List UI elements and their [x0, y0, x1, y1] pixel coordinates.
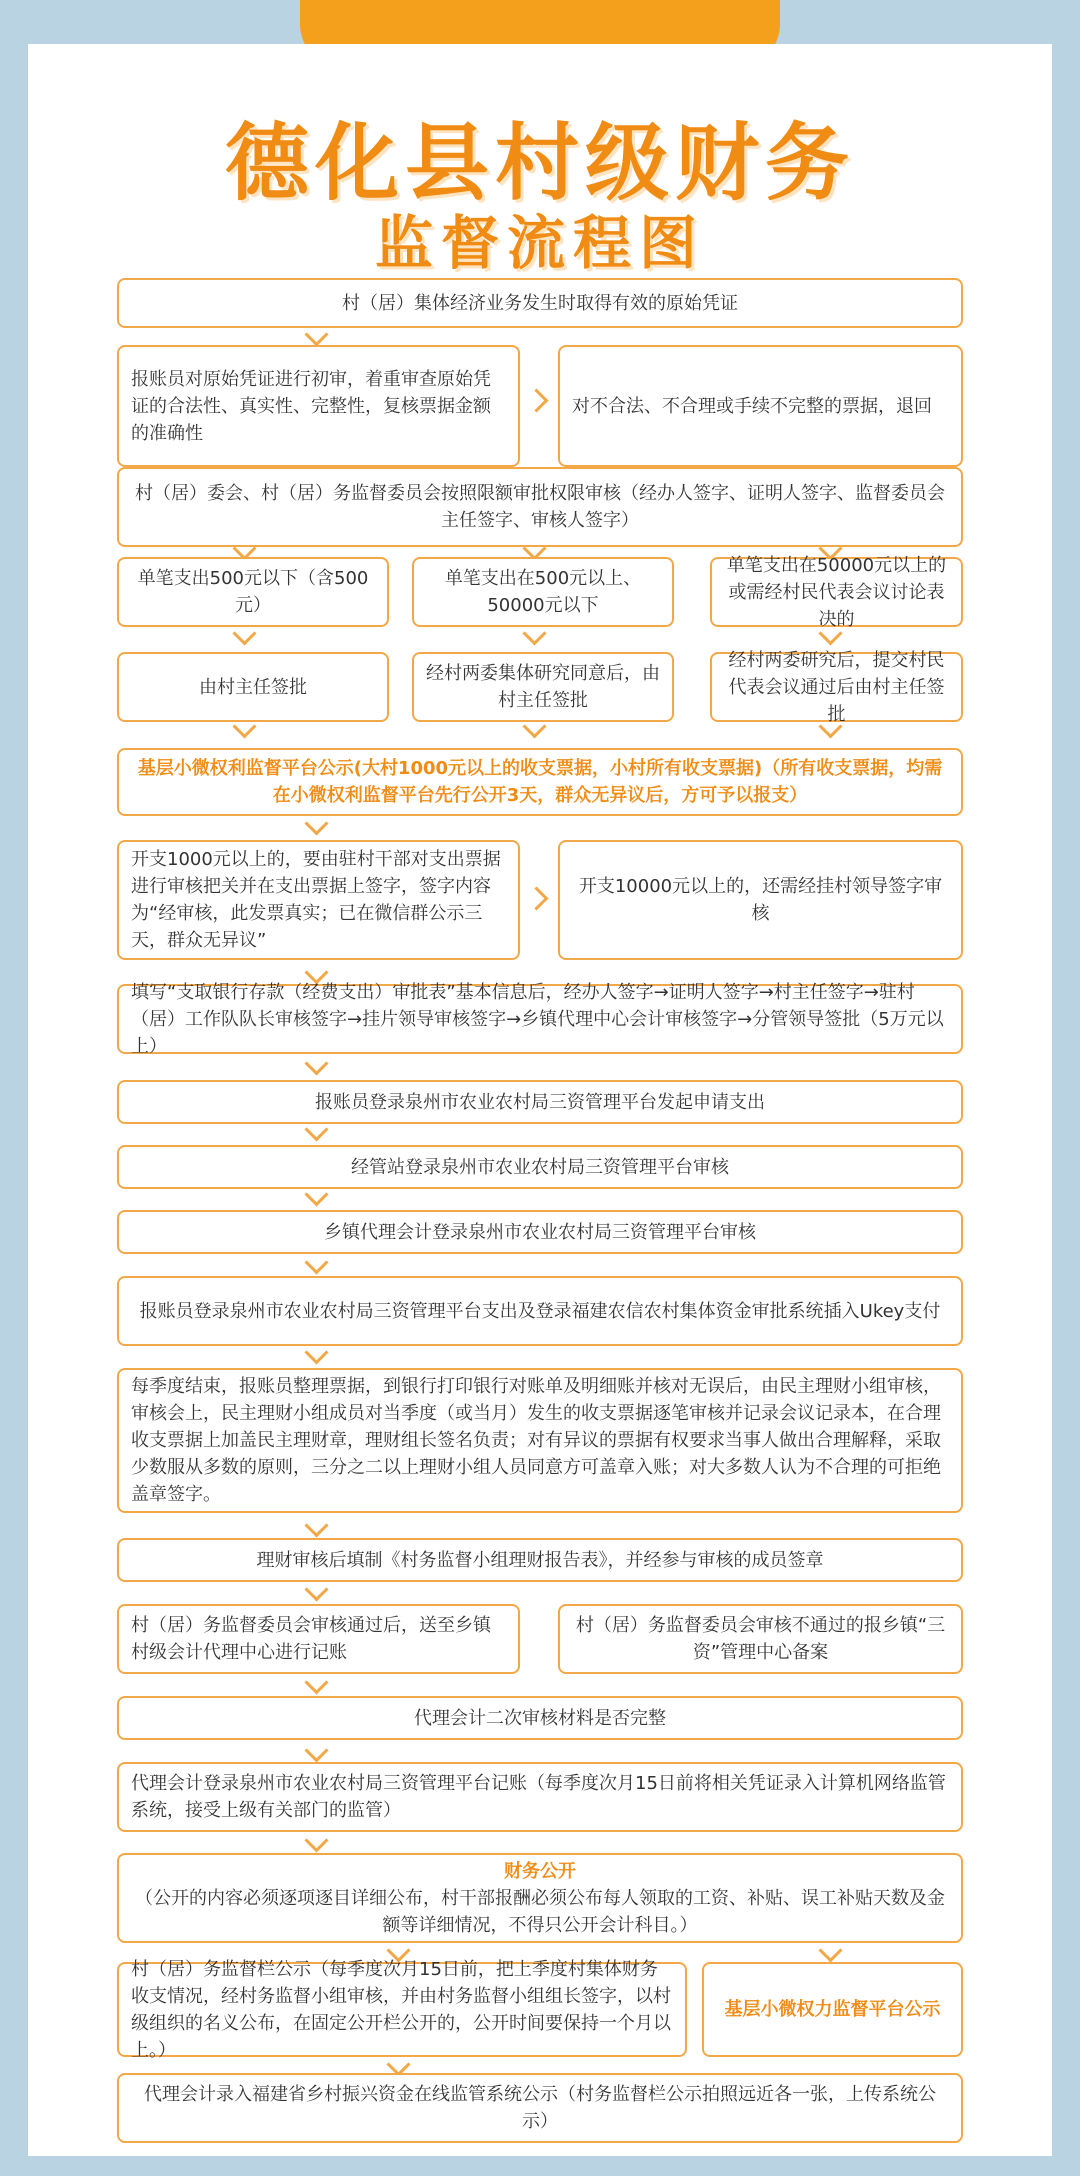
step-amount-under-500 [117, 557, 389, 627]
step-original-voucher [117, 278, 963, 328]
step-text: 村（居）务监督委员会审核不通过的报乡镇“三资”管理中心备案 [575, 1615, 946, 1663]
step-online-supervision-system [117, 2073, 963, 2143]
step-text: 开支10000元以上的，还需经挂村领导签字审核 [578, 876, 943, 924]
step-director-sign-a [117, 652, 389, 722]
step-text: 每季度结束，报账员整理票据，到银行打印银行对账单及明细账并核对无误后，由民主理财小组审核，审核会上，民主理财小组成员对当季度（或当月）发生的收支票据逐笔审核并记录会议记录本，在合理收支票据上加盖民主理财章，理财组长签名负责；对有异议的票据有权要求当事人做出合理解释，采取少数服从多数的原则，三分之二以上理财小组人员同意方可盖章入账；对大多数人认为不合理的可拒绝盖章签字。 [131, 1376, 941, 1505]
step-text: 村（居）集体经济业务发生时取得有效的原始凭证 [342, 292, 738, 314]
step-apply-expenditure [117, 1080, 963, 1124]
step-initial-review [117, 345, 520, 467]
step-text: 代理会计录入福建省乡村振兴资金在线监管系统公示（村务监督栏公示拍照远近各一张，上传系统公示） [144, 2084, 936, 2132]
step-over-10000-review [558, 840, 963, 960]
step-text: 村（居）委会、村（居）务监督委员会按照限额审批权限审核（经办人签字、证明人签字、监督委员会主任签字、审核人签字） [135, 483, 945, 531]
step-over-1000-review [117, 840, 520, 960]
step-micro-power-publicity [117, 748, 963, 816]
step-director-sign-c [710, 649, 963, 725]
step-return-invalid [558, 345, 963, 467]
step-director-sign-b [412, 652, 674, 722]
step-text: 单笔支出500元以下（含500元） [137, 568, 369, 616]
step-notice-board-publicity [117, 1958, 687, 2061]
step-text: 村（居）务监督委员会审核通过后，送至乡镇村级会计代理中心进行记账 [131, 1615, 491, 1663]
step-second-review [117, 1696, 963, 1740]
step-financial-disclosure [117, 1853, 963, 1943]
step-heading: 财务公开 [504, 1860, 576, 1882]
step-text: 报账员登录泉州市农业农村局三资管理平台发起申请支出 [315, 1091, 765, 1113]
step-text: 经村两委集体研究同意后，由村主任签批 [426, 663, 660, 711]
step-text: （公开的内容必须逐项逐目详细公布，村干部报酬必须公布每人领取的工资、补贴、误工补贴天数及金额等详细情况，不得只公开会计科目。） [135, 1887, 945, 1936]
step-text: 代理会计二次审核材料是否完整 [414, 1707, 666, 1729]
step-bank-withdrawal-form [117, 981, 963, 1057]
step-text: 单笔支出在50000元以上的或需经村民代表会议讨论表决的 [726, 554, 947, 630]
step-text: 经村两委研究后，提交村民代表会议通过后由村主任签批 [728, 649, 945, 725]
step-text: 填写“支取银行存款（经费支出）审批表”基本信息后，经办人签字→证明人签字→村主任签字→驻村（居）工作队队长审核签字→挂片领导审核签字→乡镇代理中心会计审核签字→分管领导签批（5万元以上） [131, 981, 944, 1057]
step-text: 开支1000元以上的，要由驻村干部对支出票据进行审核把关并在支出票据上签字，签字内容为“经审核，此发票真实；已在微信群公示三天，群众无异议” [131, 849, 501, 951]
page-subtitle: 监督流程图 [374, 209, 705, 277]
step-text: 经管站登录泉州市农业农村局三资管理平台审核 [351, 1156, 729, 1178]
step-text: 基层小微权力监督平台公示 [724, 1999, 941, 2020]
step-text: 乡镇代理会计登录泉州市农业农村局三资管理平台审核 [324, 1221, 756, 1243]
step-text: 单笔支出在500元以上、50000元以下 [444, 568, 642, 616]
step-amount-over-50000 [710, 554, 963, 630]
page-title: 德化县村级财务 [224, 114, 855, 212]
step-approved-bookkeeping [117, 1604, 520, 1674]
step-text: 报账员登录泉州市农业农村局三资管理平台支出及登录福建农信农村集体资金审批系统插入Ukey支付 [139, 1300, 941, 1322]
step-text: 理财审核后填制《村务监督小组理财报告表》，并经参与审核的成员签章 [256, 1549, 824, 1571]
step-finance-report-form [117, 1538, 963, 1582]
step-accounting-entry [117, 1762, 963, 1832]
step-text: 由村主任签批 [199, 676, 307, 698]
step-committee-approval [117, 467, 963, 547]
step-text: 基层小微权利监督平台公示(大村1000元以上的收支票据，小村所有收支票据)（所有收支票据，均需在小微权利监督平台先行公开3天，群众无异议后，方可予以报支） [137, 758, 943, 806]
step-text: 代理会计登录泉州市农业农村局三资管理平台记账（每季度次月15日前将相关凭证录入计算机网络监管系统，接受上级有关部门的监管） [131, 1773, 946, 1821]
step-text: 村（居）务监督栏公示（每季度次月15日前，把上季度村集体财务收支情况，经村务监督小组审核，并由村务监督小组组长签字，以村级组织的名义公布，在固定公开栏公开的，公开时间要保持一个月以上。） [131, 1958, 671, 2061]
step-platform-publicity [702, 1962, 963, 2057]
step-text: 对不合法、不合理或手续不完整的票据，退回 [572, 395, 932, 417]
step-text: 报账员对原始凭证进行初审，着重审查原始凭证的合法性、真实性、完整性，复核票据金额的准确性 [131, 368, 491, 444]
step-rejected-record [558, 1604, 963, 1674]
step-amount-500-50000 [412, 557, 674, 627]
step-station-review [117, 1145, 963, 1189]
step-township-accountant-review [117, 1210, 963, 1254]
step-ukey-payment [117, 1276, 963, 1346]
step-quarterly-audit [117, 1368, 963, 1513]
